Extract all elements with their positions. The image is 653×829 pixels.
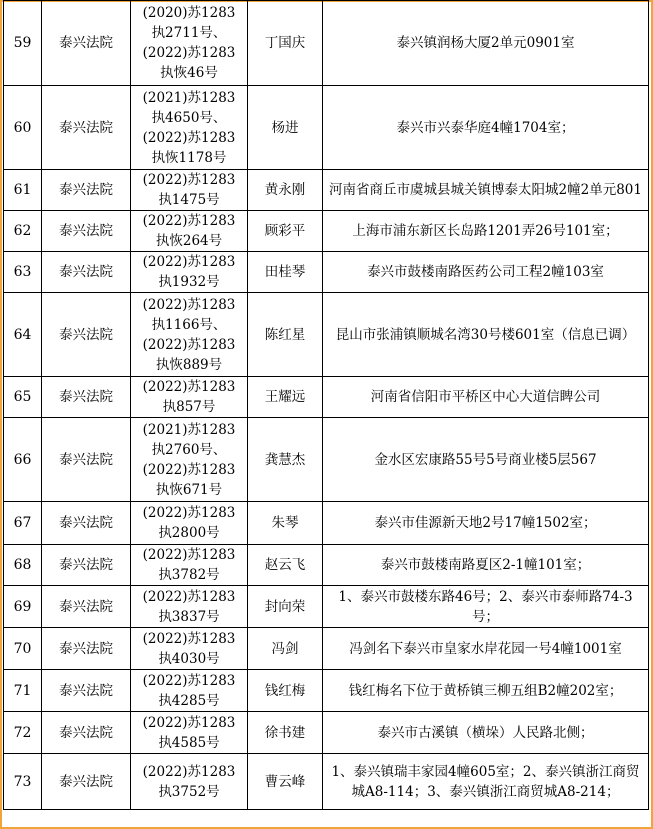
court-name: 泰兴法院 (42, 586, 131, 628)
table-row (4, 252, 649, 293)
case-number-line: (2021)苏1283 (142, 89, 236, 106)
court-name: 泰兴法院 (42, 86, 131, 170)
debtor-name: 王耀远 (248, 377, 323, 418)
table-row (4, 170, 649, 211)
table-row (4, 670, 649, 712)
case-number-line: (2022)苏1283 (142, 763, 236, 780)
row-number: 71 (4, 670, 42, 712)
case-number-line: (2022)苏1283 (142, 547, 236, 563)
debtor-table (3, 0, 649, 810)
row-number: 62 (4, 211, 42, 252)
case-number-line: (2022)苏1283 (142, 379, 236, 395)
case-number (131, 293, 248, 377)
case-number-line: 执恢671号 (155, 481, 223, 498)
table-row (4, 628, 649, 670)
court-name: 泰兴法院 (42, 754, 131, 810)
case-number-line: 执4285号 (158, 692, 220, 709)
address: 1、泰兴镇瑞丰家园4幢605室；2、泰兴镇浙江商贸城A8-114；3、泰兴镇浙江商贸城A8-214； (323, 754, 649, 810)
table-row (4, 1, 649, 86)
case-number (131, 502, 248, 545)
case-number-line: (2022)苏1283 (142, 588, 236, 605)
case-number-line: (2020)苏1283 (142, 5, 236, 21)
debtor-name: 曹云峰 (248, 754, 323, 810)
address: 上海市浦东新区长岛路1201弄26号101室； (323, 211, 649, 252)
case-number (131, 670, 248, 712)
row-number: 65 (4, 377, 42, 418)
address: 昆山市张浦镇顺城名湾30号楼601室（信息已调） (323, 293, 649, 377)
debtor-name: 陈红星 (248, 293, 323, 377)
table-row (4, 211, 649, 252)
debtor-name: 丁国庆 (248, 1, 323, 86)
case-number-line: (2022)苏1283 (142, 336, 236, 353)
case-number-line: 执857号 (162, 399, 216, 415)
row-number: 69 (4, 586, 42, 628)
case-number (131, 1, 248, 86)
table-row (4, 377, 649, 418)
row-number: 68 (4, 545, 42, 586)
case-number (131, 545, 248, 586)
table-row (4, 545, 649, 586)
court-name: 泰兴法院 (42, 170, 131, 211)
row-number: 59 (4, 1, 42, 86)
case-number-line: (2022)苏1283 (142, 505, 236, 521)
debtor-name: 朱琴 (248, 502, 323, 545)
debtor-name: 顾彩平 (248, 211, 323, 252)
address: 泰兴市兴泰华庭4幢1704室； (323, 86, 649, 170)
case-number-line: 执1932号 (158, 274, 220, 290)
case-number (131, 170, 248, 211)
case-number (131, 377, 248, 418)
case-number-line: 执3837号 (158, 608, 220, 625)
address: 钱红梅名下位于黄桥镇三柳五组B2幢202室； (323, 670, 649, 712)
row-number: 61 (4, 170, 42, 211)
case-number-line: (2022)苏1283 (142, 714, 236, 731)
address: 河南省信阳市平桥区中心大道信睥公司 (323, 377, 649, 418)
case-number-line: (2022)苏1283 (142, 213, 236, 229)
case-number-line: 执2800号 (158, 525, 220, 541)
debtor-name: 赵云飞 (248, 545, 323, 586)
debtor-name: 黄永刚 (248, 170, 323, 211)
case-number-line: 执3752号 (158, 783, 220, 800)
address: 泰兴镇润杨大厦2单元0901室 (323, 1, 649, 86)
case-number (131, 86, 248, 170)
address: 1、泰兴市鼓楼东路46号；2、泰兴市泰师路74-3号； (323, 586, 649, 628)
row-number: 70 (4, 628, 42, 670)
table-row (4, 754, 649, 810)
address: 冯剑名下泰兴市皇家水岸花园一号4幢1001室 (323, 628, 649, 670)
court-name: 泰兴法院 (42, 670, 131, 712)
debtor-name: 田桂琴 (248, 252, 323, 293)
table-row (4, 712, 649, 754)
case-number (131, 586, 248, 628)
row-number: 60 (4, 86, 42, 170)
address: 河南省商丘市虞城县城关镇博泰太阳城2幢2单元801 (323, 170, 649, 211)
case-number-line: 执1475号 (158, 192, 220, 208)
debtor-table-wrap (3, 0, 648, 810)
case-number-line: (2022)苏1283 (142, 461, 236, 478)
case-number-line: (2022)苏1283 (142, 172, 236, 188)
debtor-name: 冯剑 (248, 628, 323, 670)
court-name: 泰兴法院 (42, 545, 131, 586)
address: 泰兴市佳源新天地2号17幢1502室； (323, 502, 649, 545)
court-name: 泰兴法院 (42, 293, 131, 377)
address: 泰兴市古溪镇（横垛）人民路北侧； (323, 712, 649, 754)
debtor-name: 封向荣 (248, 586, 323, 628)
case-number (131, 754, 248, 810)
case-number-line: (2022)苏1283 (142, 45, 236, 61)
case-number-line: (2022)苏1283 (142, 672, 236, 689)
row-number: 67 (4, 502, 42, 545)
row-number: 63 (4, 252, 42, 293)
court-name: 泰兴法院 (42, 252, 131, 293)
case-number-line: 执恢264号 (155, 233, 223, 249)
court-name: 泰兴法院 (42, 502, 131, 545)
court-name: 泰兴法院 (42, 712, 131, 754)
row-number: 72 (4, 712, 42, 754)
court-name: 泰兴法院 (42, 377, 131, 418)
case-number-line: 执恢1178号 (151, 149, 227, 166)
case-number (131, 628, 248, 670)
table-row (4, 502, 649, 545)
case-number-line: 执恢889号 (155, 356, 223, 373)
case-number (131, 418, 248, 502)
case-number-line: (2021)苏1283 (142, 421, 236, 438)
debtor-name: 龚慧杰 (248, 418, 323, 502)
court-name: 泰兴法院 (42, 628, 131, 670)
case-number-line: 执1166号、 (151, 316, 227, 333)
row-number: 73 (4, 754, 42, 810)
case-number-line: (2022)苏1283 (142, 630, 236, 647)
case-number (131, 712, 248, 754)
court-name: 泰兴法院 (42, 1, 131, 86)
table-row (4, 293, 649, 377)
case-number-line: 执4585号 (158, 734, 220, 751)
case-number-line: 执2760号、 (151, 441, 227, 458)
case-number-line: 执2711号、 (151, 25, 227, 41)
table-row (4, 86, 649, 170)
table-row (4, 586, 649, 628)
court-name: 泰兴法院 (42, 211, 131, 252)
court-name: 泰兴法院 (42, 418, 131, 502)
case-number-line: (2022)苏1283 (142, 129, 236, 146)
address: 泰兴市鼓楼南路夏区2-1幢101室； (323, 545, 649, 586)
debtor-name: 钱红梅 (248, 670, 323, 712)
case-number-line: 执4030号 (158, 650, 220, 667)
case-number (131, 211, 248, 252)
address: 金水区宏康路55号5号商业楼5层567 (323, 418, 649, 502)
table-row (4, 418, 649, 502)
row-number: 66 (4, 418, 42, 502)
table-body (4, 1, 649, 810)
case-number (131, 252, 248, 293)
row-number: 64 (4, 293, 42, 377)
case-number-line: (2022)苏1283 (142, 254, 236, 270)
case-number-line: 执3782号 (158, 567, 220, 583)
case-number-line: 执恢46号 (160, 65, 218, 81)
case-number-line: (2022)苏1283 (142, 296, 236, 313)
debtor-name: 杨进 (248, 86, 323, 170)
address: 泰兴市鼓楼南路医药公司工程2幢103室 (323, 252, 649, 293)
case-number-line: 执4650号、 (151, 109, 227, 126)
debtor-name: 徐书建 (248, 712, 323, 754)
